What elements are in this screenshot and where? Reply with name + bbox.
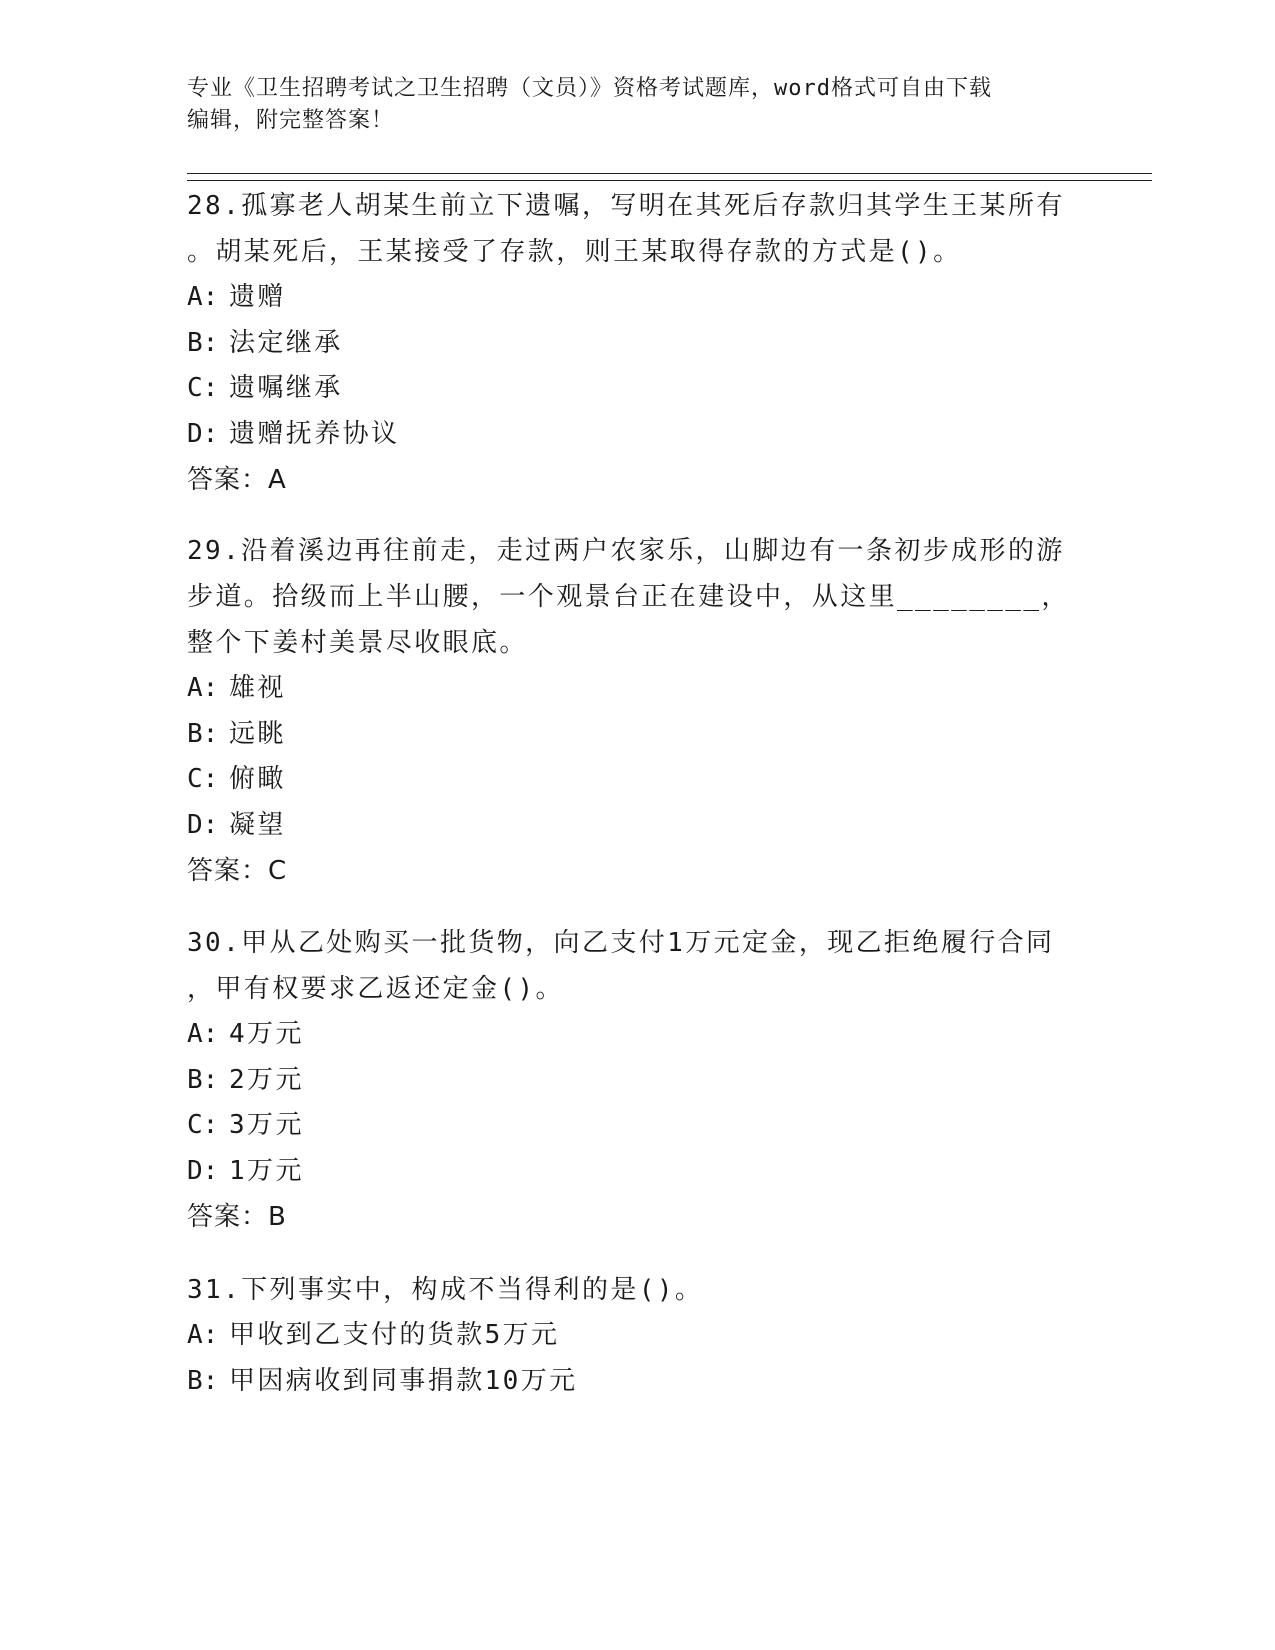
header-line-1: 专业《卫生招聘考试之卫生招聘（文员）》资格考试题库，word格式可自由下载 [187,76,992,101]
option-a [187,275,1087,321]
question-stem [187,183,1087,275]
option-letter: A: [187,1019,219,1049]
question-stem [187,528,1087,666]
option-letter: D: [187,418,219,449]
option-d [187,803,1087,849]
stem-line: 步道。拾级而上半山腰，一个观景台正在建设中，从这里________， [187,582,1070,612]
stem-line: 。胡某死后，王某接受了存款，则王某取得存款的方式是()。 [187,237,962,267]
answer-line: 答案：B [187,1202,287,1232]
stem-line: 30.甲从乙处购买一批货物，向乙支付1万元定金，现乙拒绝履行合同 [187,928,1055,958]
option-text: 远眺 [229,718,286,749]
option-letter: B: [187,1365,219,1396]
document-header [187,73,1087,137]
option-letter: B: [187,718,219,749]
option-letter: C: [187,1110,219,1140]
question-stem [187,1267,1087,1313]
option-d [187,412,1087,458]
answer-line: 答案：C [187,856,288,886]
option-c [187,757,1087,803]
option-text: 遗赠抚养协议 [229,418,400,449]
stem-line: 整个下姜村美景尽收眼底。 [187,628,528,658]
option-text: 甲收到乙支付的货款5万元 [229,1320,560,1350]
stem-line: 29.沿着溪边再往前走，走过两户农家乐，山脚边有一条初步成形的游 [187,536,1065,566]
option-b [187,321,1087,367]
header-line-2: 编辑，附完整答案！ [187,108,395,133]
option-text: 4万元 [229,1019,304,1049]
option-text: 法定继承 [229,327,343,358]
question-30 [187,920,1087,1240]
option-text: 雄视 [229,673,286,703]
header-divider-bottom [187,180,1152,181]
option-text: 3万元 [229,1110,304,1140]
header-divider-top [187,173,1152,174]
option-a [187,1012,1087,1058]
option-letter: D: [187,1155,219,1186]
option-a [187,666,1087,712]
question-28 [187,183,1087,503]
option-letter: B: [187,1064,219,1095]
option-letter: A: [187,282,219,312]
option-c [187,1103,1087,1149]
option-text: 2万元 [229,1064,304,1095]
answer-line: 答案：A [187,465,287,495]
option-letter: C: [187,373,219,403]
option-text: 1万元 [229,1155,304,1186]
option-text: 凝望 [229,809,286,840]
option-letter: B: [187,327,219,358]
option-b [187,1058,1087,1104]
option-text: 遗赠 [229,282,286,312]
stem-line: ，甲有权要求乙返还定金()。 [187,974,564,1004]
option-b [187,712,1087,758]
question-31 [187,1267,1087,1404]
stem-line: 31.下列事实中，构成不当得利的是()。 [187,1275,704,1305]
option-a [187,1313,1087,1359]
option-letter: D: [187,809,219,840]
option-text: 遗嘱继承 [229,373,343,403]
option-letter: A: [187,673,219,703]
option-letter: A: [187,1320,219,1350]
option-d [187,1149,1087,1195]
option-text: 甲因病收到同事捐款10万元 [229,1365,578,1396]
question-stem [187,920,1087,1012]
option-letter: C: [187,764,219,794]
option-c [187,366,1087,412]
stem-line: 28.孤寡老人胡某生前立下遗嘱，写明在其死后存款归其学生王某所有 [187,191,1065,221]
option-text: 俯瞰 [229,764,286,794]
option-b [187,1359,1087,1405]
question-29 [187,528,1087,894]
